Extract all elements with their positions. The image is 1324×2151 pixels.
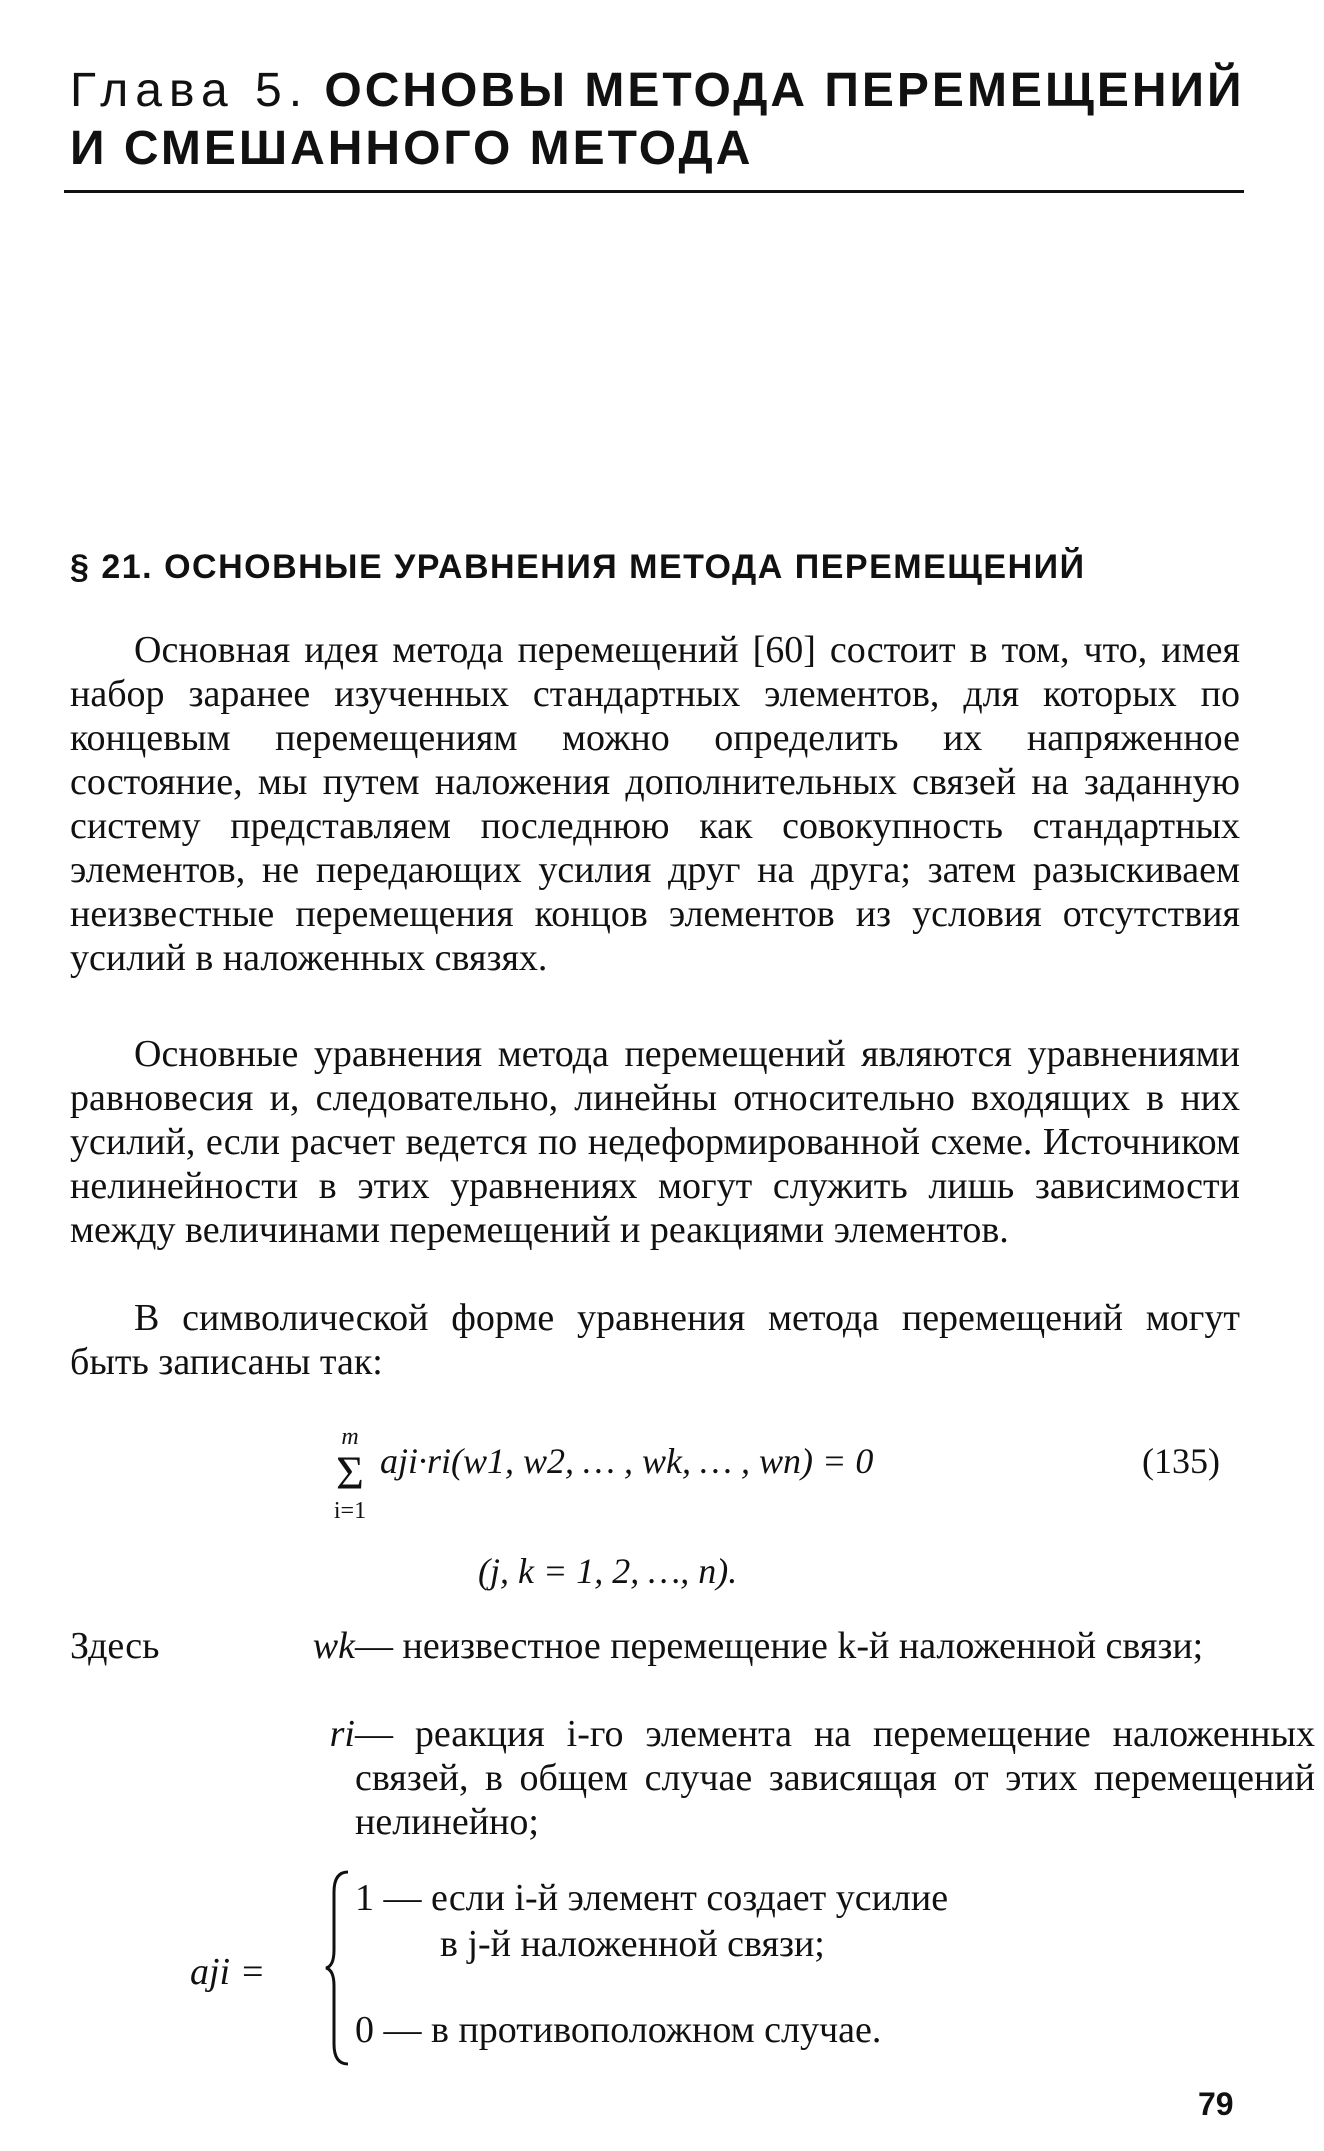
section-title: § 21. ОСНОВНЫЕ УРАВНЕНИЯ МЕТОДА ПЕРЕМЕЩЕНИЙ bbox=[70, 548, 1086, 586]
summation bbox=[315, 1424, 385, 1524]
piecewise-case1-line2: в j-й наложенной связи; bbox=[440, 1923, 825, 1965]
sum-upper-limit: m bbox=[341, 1424, 359, 1450]
equation-number: (135) bbox=[1142, 1441, 1220, 1481]
chapter-title-line2: И СМЕШАННОГО МЕТОДА bbox=[70, 122, 754, 175]
definition-text: — неизвестное перемещение k-й наложенной связи; bbox=[355, 1625, 1204, 1667]
paragraph-2: Основные уравнения метода перемещений являются уравнениями равновесия и, следовательно, линейны относительно входящих в них усилий, если расчет ведется по недеформированной схеме. Источником нелинейности в этих уравнениях могут служить лишь зависимости между величинами перемещений и реакциями элементов. bbox=[70, 1033, 1240, 1251]
definition-symbol: ri bbox=[329, 1713, 355, 1755]
paragraph-3: В символической форме уравнения метода перемещений могут быть записаны так: bbox=[70, 1297, 1240, 1383]
left-brace-icon bbox=[322, 1868, 352, 2068]
piecewise-case2: 0 — в противоположном случае. bbox=[355, 2009, 882, 2051]
paragraph-1: Основная идея метода перемещений [60] состоит в том, что, имея набор заранее изученных стандартных элементов, для которых по концевым перемещениям можно определить их напряженное состояние, мы путем наложения дополнительных связей на заданную систему представляем последнюю как совокупность стандартных элементов, не передающих усилия друг на друга; затем разыскиваем неизвестные перемещения концов элементов из условия отсутствия усилий в наложенных связях. bbox=[70, 629, 1240, 979]
page-number: 79 bbox=[1198, 2086, 1234, 2122]
piecewise-case1-line1: 1 — если i-й элемент создает усилие bbox=[355, 1877, 949, 1919]
chapter-title-line1: ОСНОВЫ МЕТОДА ПЕРЕМЕЩЕНИЙ bbox=[324, 64, 1245, 117]
chapter-title bbox=[70, 62, 1250, 178]
piecewise-lhs: aji = bbox=[190, 1951, 266, 1993]
definitions-intro: Здесь bbox=[70, 1625, 160, 1667]
equation-condition: (j, k = 1, 2, …, n). bbox=[478, 1551, 738, 1591]
sum-lower-limit: i=1 bbox=[333, 1498, 367, 1524]
sum-symbol: Σ bbox=[336, 1447, 364, 1500]
definition-symbol: wk bbox=[312, 1625, 355, 1667]
chapter-lead: Глава 5. bbox=[70, 64, 310, 117]
definition-text: — реакция i-го элемента на перемещение наложенных связей, в общем случае зависящая от этих перемещений нелинейно; bbox=[355, 1713, 1315, 1843]
equation-135: aji·ri(w1, w2, … , wk, … , wn) = 0 bbox=[380, 1441, 874, 1481]
chapter-rule bbox=[64, 190, 1244, 193]
